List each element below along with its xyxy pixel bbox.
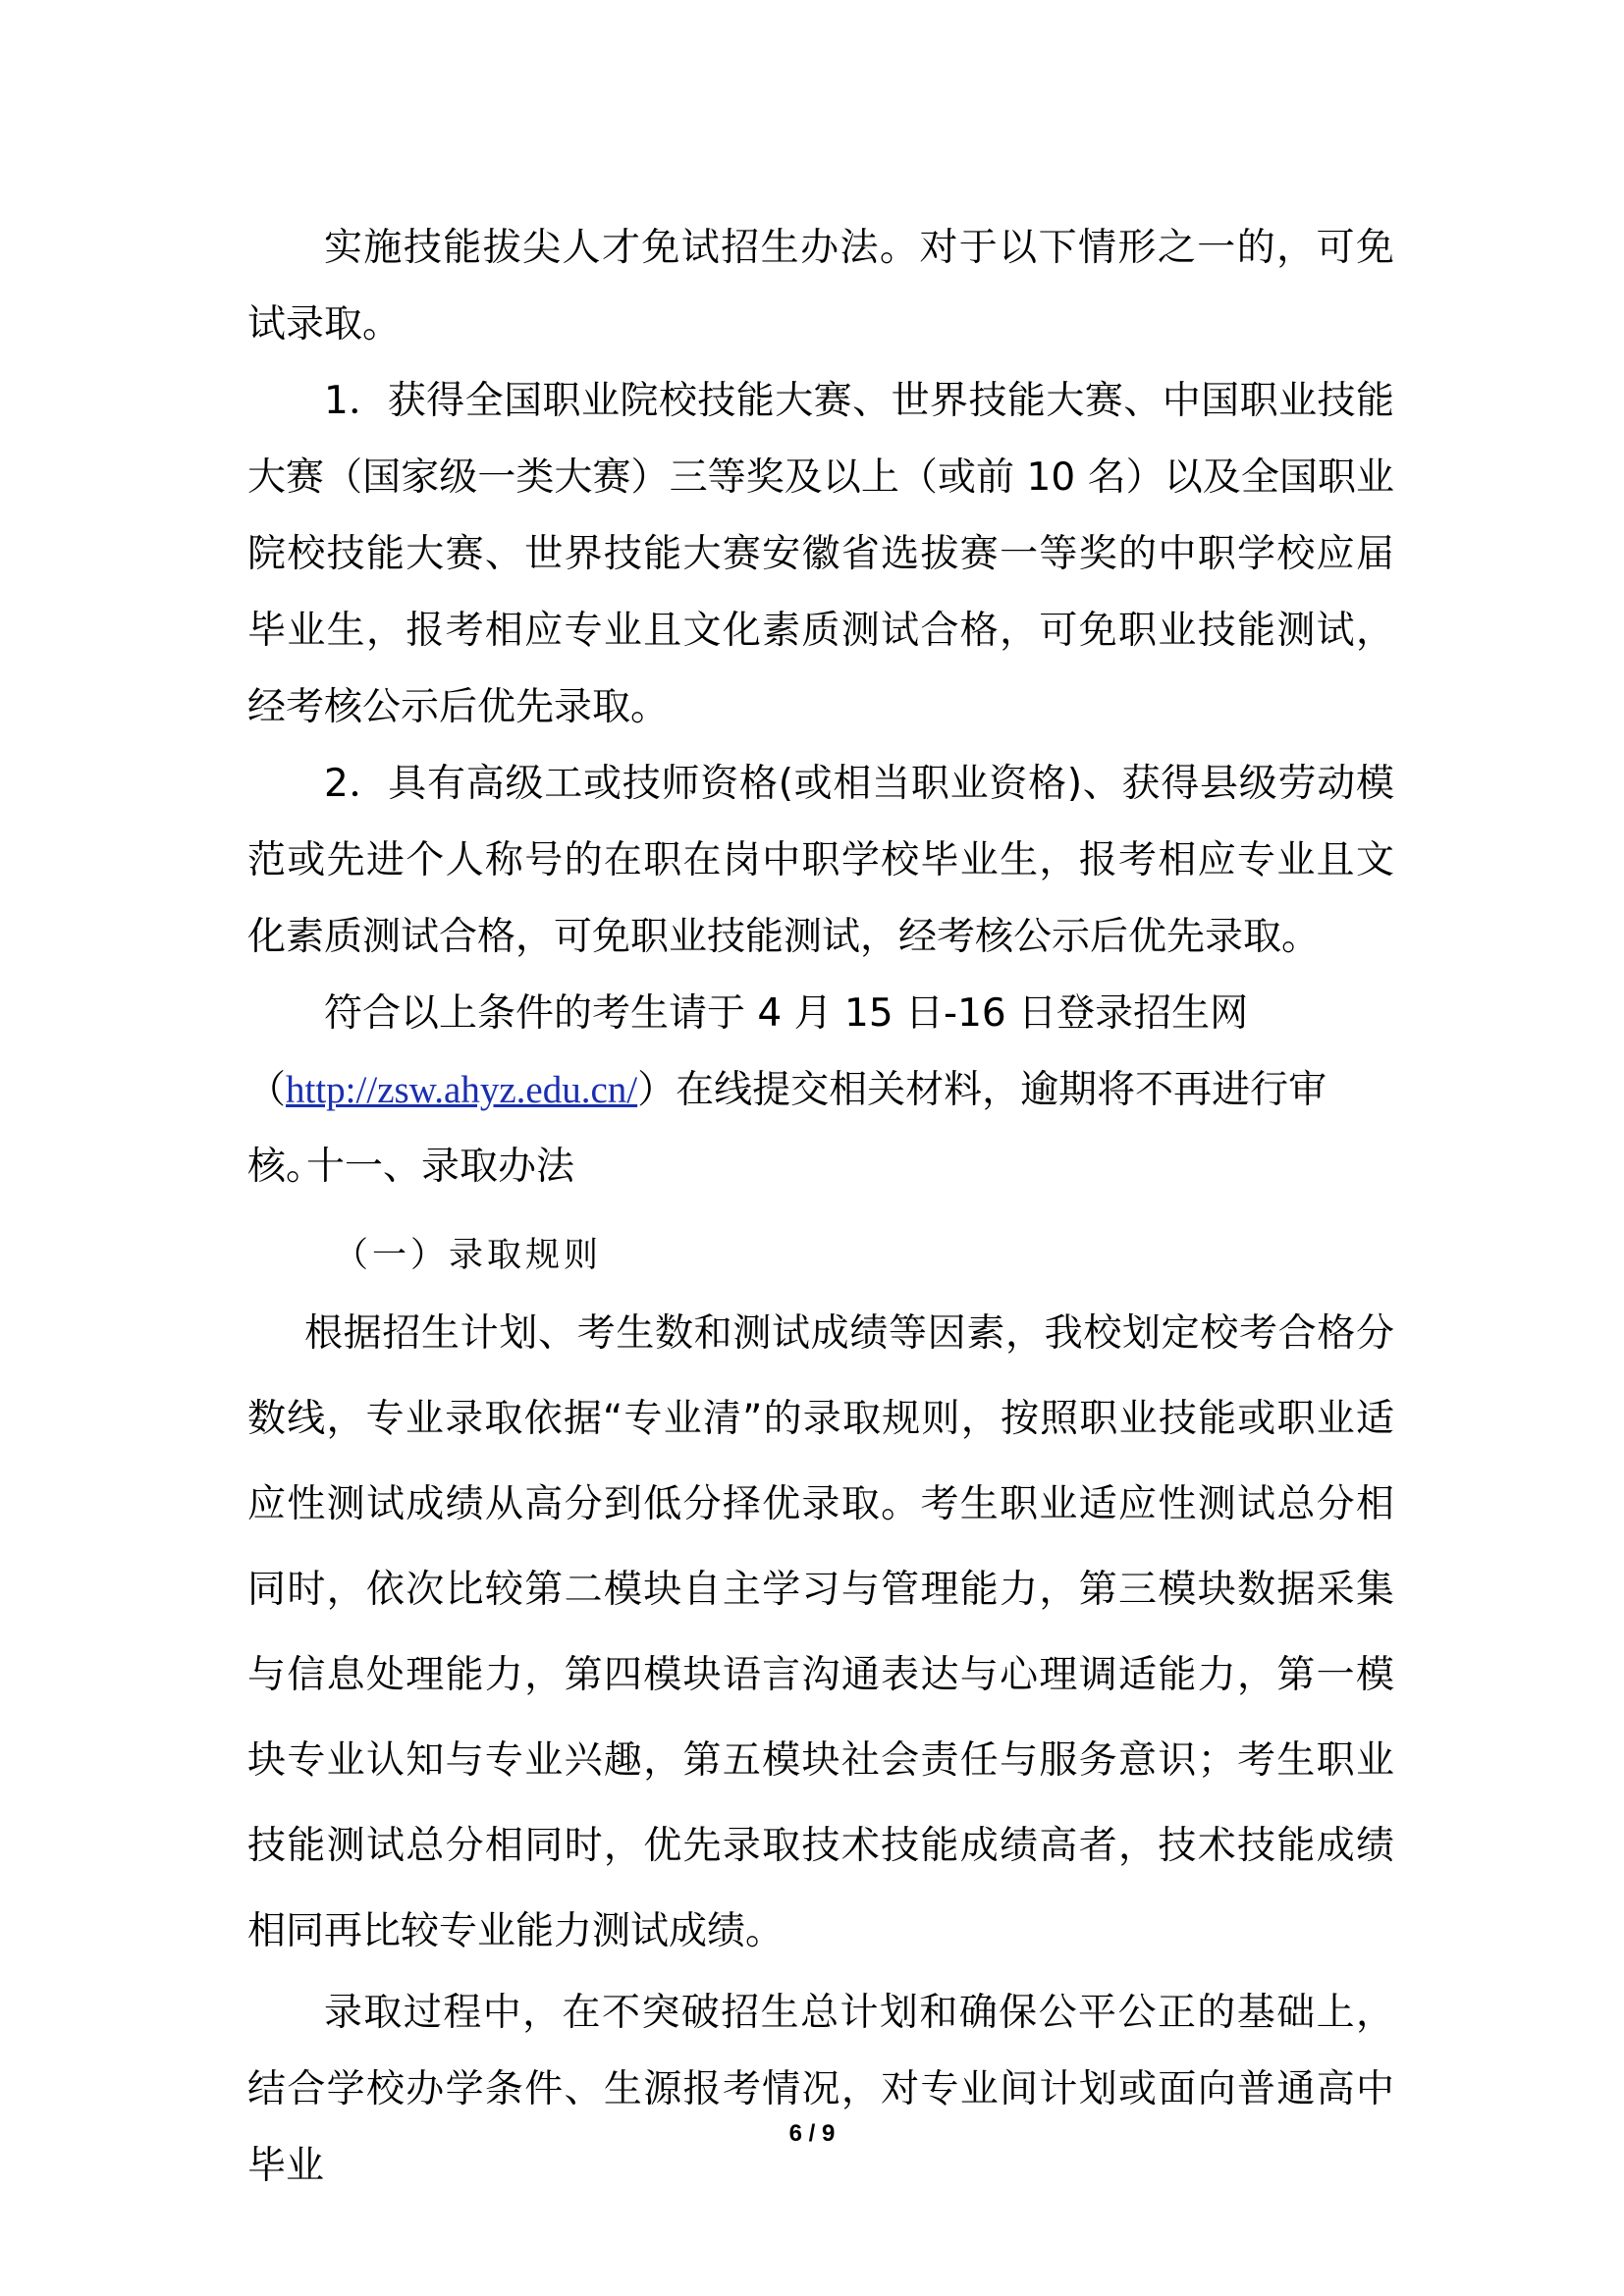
- section-heading-admission-method: 十一、录取办法: [306, 1145, 575, 1189]
- paragraph-application-notice: [247, 976, 1394, 1052]
- notice-open-paren: （: [247, 1068, 287, 1112]
- page-number: 6 / 9: [788, 2120, 836, 2147]
- paragraph-condition-2: 2．具有高级工或技师资格(或相当职业资格)、获得县级劳动模范或先进个人称号的在职在岗中职学校毕业生，报考相应专业且文化素质测试合格，可免职业技能测试，经考核公示后优先录取。: [247, 762, 1394, 959]
- notice-text-end: ）在线提交相关材料，逾期将不再进行审核。: [247, 1068, 1327, 1189]
- paragraph-exemption-intro: 实施技能拔尖人才免试招生办法。对于以下情形之一的，可免试录取。: [247, 226, 1394, 347]
- enrollment-website-link[interactable]: http://zsw.ahyz.edu.cn/: [286, 1069, 638, 1111]
- paragraph-condition-1: 1．获得全国职业院校技能大赛、世界技能大赛、中国职业技能大赛（国家级一类大赛）三等奖及以上（或前 10 名）以及全国职业院校技能大赛、世界技能大赛安徽省选拔赛一等奖的中职学校应届毕业生，报考相应专业且文化素质测试合格，可免职业技能测试，经考核公示后优先录取。: [247, 379, 1394, 729]
- subsection-heading-admission-rules: （一）录取规则: [334, 1236, 603, 1275]
- paragraph-admission-rules: 根据招生计划、考生数和测试成绩等因素，我校划定校考合格分数线，专业录取依据“专业清”的录取规则，按照职业技能或职业适应性测试成绩从高分到低分择优录取。考生职业适应性测试总分相同时，依次比较第二模块自主学习与管理能力，第三模块数据采集与信息处理能力，第四模块语言沟通表达与心理调适能力，第一模块专业认知与专业兴趣，第五模块社会责任与服务意识；考生职业技能测试总分相同时，优先录取技术技能成绩高者，技术技能成绩相同再比较专业能力测试成绩。: [247, 1311, 1394, 1953]
- paragraph-admission-process: 录取过程中，在不突破招生总计划和确保公平公正的基础上，结合学校办学条件、生源报考情况，对专业间计划或面向普通高中毕业: [247, 1991, 1394, 2188]
- notice-text-start: 符合以上条件的考生请于 4 月 15 日-16 日登录招生网: [324, 991, 1249, 1036]
